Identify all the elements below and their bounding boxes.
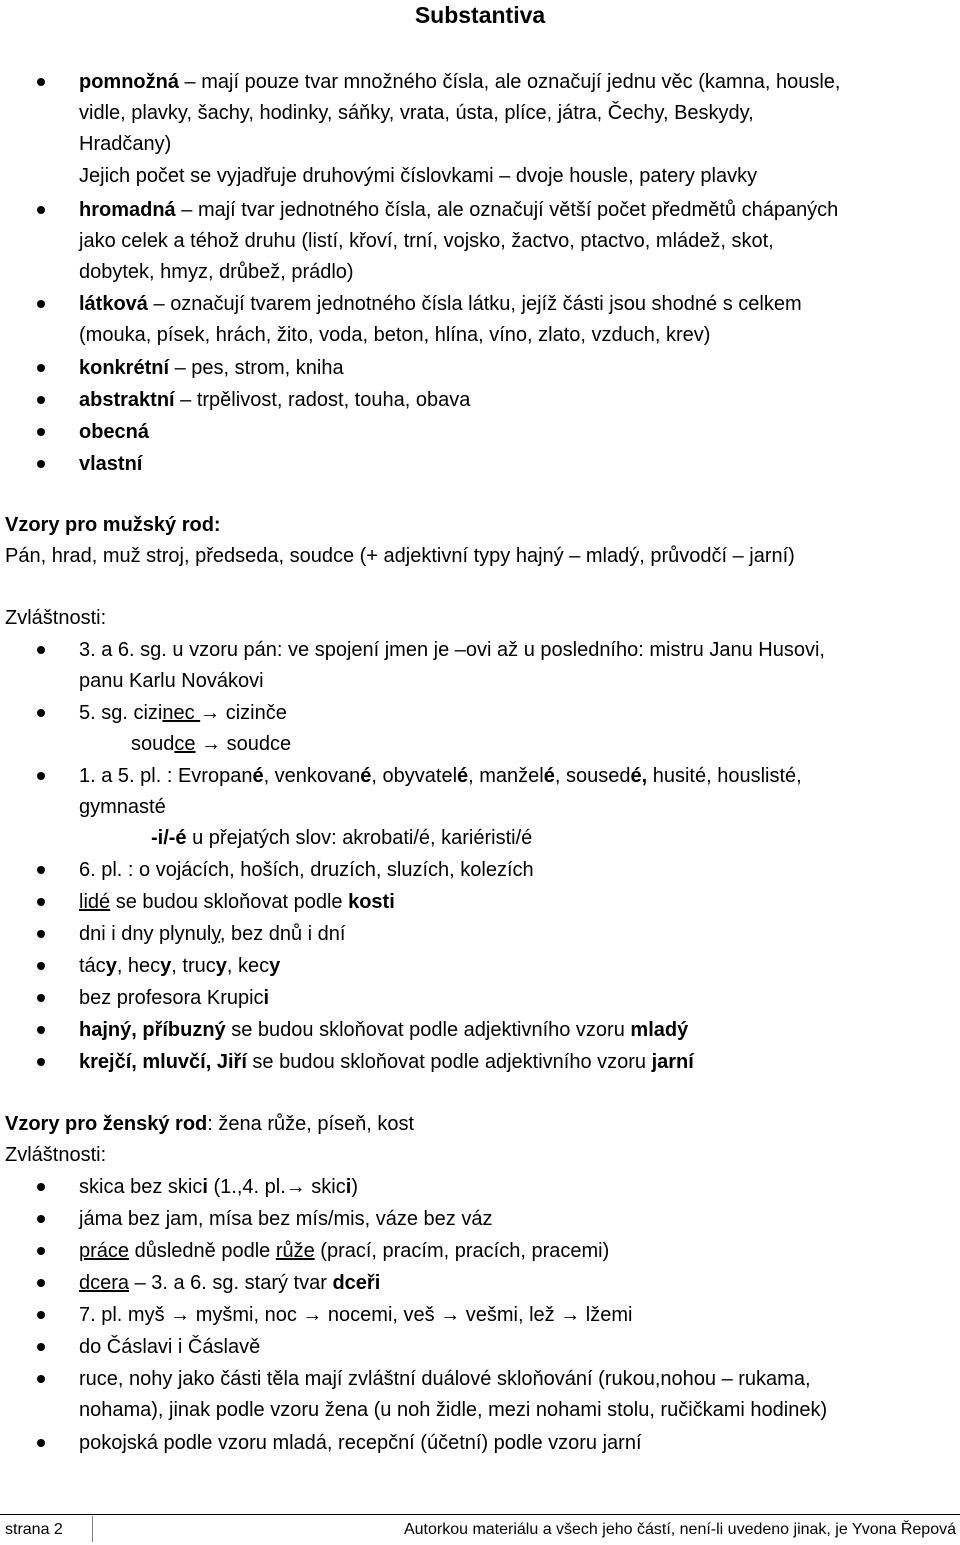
fem-item-3: práce důsledně podle růže (prací, pracím, pracích, pracemi) bbox=[79, 1240, 610, 1262]
masc-zvlastnosti: Zvláštnosti: bbox=[5, 607, 107, 629]
bullet bbox=[37, 1247, 45, 1255]
bullet bbox=[37, 962, 45, 970]
masc-patterns-line: Pán, hrad, muž stroj, předseda, soudce (+ adjektivní typy hajný – mladý, průvodčí – jarní) bbox=[5, 545, 795, 567]
fem-heading: Vzory pro ženský rod: žena růže, píseň, kost bbox=[5, 1113, 415, 1135]
hromadna-line-2: jako celek a téhož druhu (listí, křoví, trní, vojsko, žactvo, ptactvo, mládež, skot, bbox=[79, 230, 774, 252]
bullet bbox=[37, 1183, 45, 1191]
bullet bbox=[37, 898, 45, 906]
masc-item-1-line-2: panu Karlu Novákovi bbox=[79, 670, 264, 692]
footer-separator bbox=[92, 1516, 93, 1542]
latkova-line-1: látková – označují tvarem jednotného čísla látku, jejíž části jsou shodné s celkem bbox=[79, 293, 802, 315]
bullet bbox=[37, 772, 45, 780]
fem-item-5: 7. pl. myš → myšmi, noc → nocemi, veš → vešmi, lež → lžemi bbox=[79, 1304, 633, 1326]
term-hromadna: hromadná bbox=[79, 199, 176, 221]
masc-heading: Vzory pro mužský rod: bbox=[5, 514, 221, 536]
bullet bbox=[37, 206, 45, 214]
bullet bbox=[37, 646, 45, 654]
bullet bbox=[37, 460, 45, 468]
fem-zvlastnosti: Zvláštnosti: bbox=[5, 1144, 107, 1166]
pomnozna-line-2: vidle, plavky, šachy, hodinky, sáňky, vrata, ústa, plíce, játra, Čechy, Beskydy, bbox=[79, 102, 754, 124]
pomnozna-line-3: Hradčany) bbox=[79, 133, 172, 155]
term-latkova: látková bbox=[79, 293, 148, 315]
fem-item-8: pokojská podle vzoru mladá, recepční (účetní) podle vzoru jarní bbox=[79, 1432, 642, 1454]
bullet bbox=[37, 1343, 45, 1351]
vlastni-line bbox=[79, 452, 142, 476]
masc-item-8: bez profesora Krupici bbox=[79, 987, 270, 1009]
hromadna-line-3: dobytek, hmyz, drůbež, prádlo) bbox=[79, 261, 354, 283]
bullet bbox=[37, 78, 45, 86]
masc-item-9: hajný, příbuzný se budou skloňovat podle adjektivního vzoru mladý bbox=[79, 1019, 689, 1041]
masc-item-4: 6. pl. : o vojácích, hoších, druzích, sluzích, kolezích bbox=[79, 859, 534, 881]
bullet bbox=[37, 396, 45, 404]
abstraktni-line: abstraktní – trpělivost, radost, touha, obava bbox=[79, 389, 471, 411]
term-obecna: obecná bbox=[79, 421, 150, 443]
term-vlastni: vlastní bbox=[79, 453, 143, 475]
masc-item-10: krejčí, mluvčí, Jiří se budou skloňovat podle adjektivního vzoru jarní bbox=[79, 1051, 694, 1073]
pomnozna-line-1: pomnožná – mají pouze tvar množného čísla, ale označují jednu věc (kamna, housle, bbox=[79, 71, 841, 93]
footer-divider bbox=[0, 1514, 960, 1515]
masc-item-3-line-3: -i/-é u přejatých slov: akrobati/é, kariéristi/é bbox=[151, 827, 533, 849]
masc-item-3-line-2: gymnasté bbox=[79, 796, 166, 818]
term-konkretni: konkrétní bbox=[79, 357, 170, 379]
bullet bbox=[37, 1311, 45, 1319]
bullet bbox=[37, 930, 45, 938]
konkretni-line: konkrétní – pes, strom, kniha bbox=[79, 357, 344, 379]
masc-item-6: dni i dny plynuly, bez dnů i dní bbox=[79, 923, 346, 945]
term-pomnozna: pomnožná bbox=[79, 71, 179, 93]
page-title: Substantiva bbox=[414, 2, 546, 28]
bullet bbox=[37, 1439, 45, 1447]
fem-item-4: dcera – 3. a 6. sg. starý tvar dceři bbox=[79, 1272, 381, 1294]
term-abstraktni: abstraktní bbox=[79, 389, 175, 411]
masc-item-7: tácy, hecy, trucy, kecy bbox=[79, 955, 281, 977]
bullet bbox=[37, 1279, 45, 1287]
fem-item-6: do Čáslavi i Čáslavě bbox=[79, 1336, 261, 1358]
hromadna-line-1: hromadná – mají tvar jednotného čísla, ale označují větší počet předmětů chápaných bbox=[79, 199, 839, 221]
bullet bbox=[37, 1375, 45, 1383]
masc-item-5: lidé se budou skloňovat podle kosti bbox=[79, 891, 395, 913]
footer-page-number: strana 2 bbox=[5, 1521, 63, 1538]
latkova-line-2: (mouka, písek, hrách, žito, voda, beton, hlína, víno, zlato, vzduch, krev) bbox=[79, 324, 711, 346]
fem-item-7-line-2: nohama), jinak podle vzoru žena (u noh židle, mezi nohami stolu, ručičkami hodinek) bbox=[79, 1399, 828, 1421]
bullet bbox=[37, 709, 45, 717]
pomnozna-line-4: Jejich počet se vyjadřuje druhovými číslovkami – dvoje housle, patery plavky bbox=[79, 165, 758, 187]
bullet bbox=[37, 428, 45, 436]
bullet bbox=[37, 1215, 45, 1223]
footer-author: Autorkou materiálu a všech jeho částí, není-li uvedeno jinak, je Yvona Řepová bbox=[403, 1521, 956, 1538]
masc-item-1-line-1: 3. a 6. sg. u vzoru pán: ve spojení jmen je –ovi až u posledního: mistru Janu Husovi, bbox=[79, 639, 825, 661]
bullet bbox=[37, 300, 45, 308]
fem-item-7-line-1: ruce, nohy jako části těla mají zvláštní duálové skloňování (rukou,nohou – rukama, bbox=[79, 1368, 811, 1390]
bullet bbox=[37, 866, 45, 874]
obecna-line bbox=[79, 420, 149, 444]
bullet bbox=[37, 364, 45, 372]
masc-item-3-line-1: 1. a 5. pl. : Evropané, venkované, obyvatelé, manželé, sousedé, husité, houslisté, bbox=[79, 765, 802, 787]
masc-item-2-line-2: soudce → soudce bbox=[131, 733, 292, 755]
bullet bbox=[37, 994, 45, 1002]
fem-item-1: skica bez skici (1.,4. pl.→ skici) bbox=[79, 1176, 358, 1198]
bullet bbox=[37, 1026, 45, 1034]
bullet bbox=[37, 1058, 45, 1066]
fem-item-2: jáma bez jam, mísa bez mís/mis, váze bez váz bbox=[79, 1208, 493, 1230]
masc-item-2-line-1: 5. sg. cizinec → cizinče bbox=[79, 702, 287, 724]
